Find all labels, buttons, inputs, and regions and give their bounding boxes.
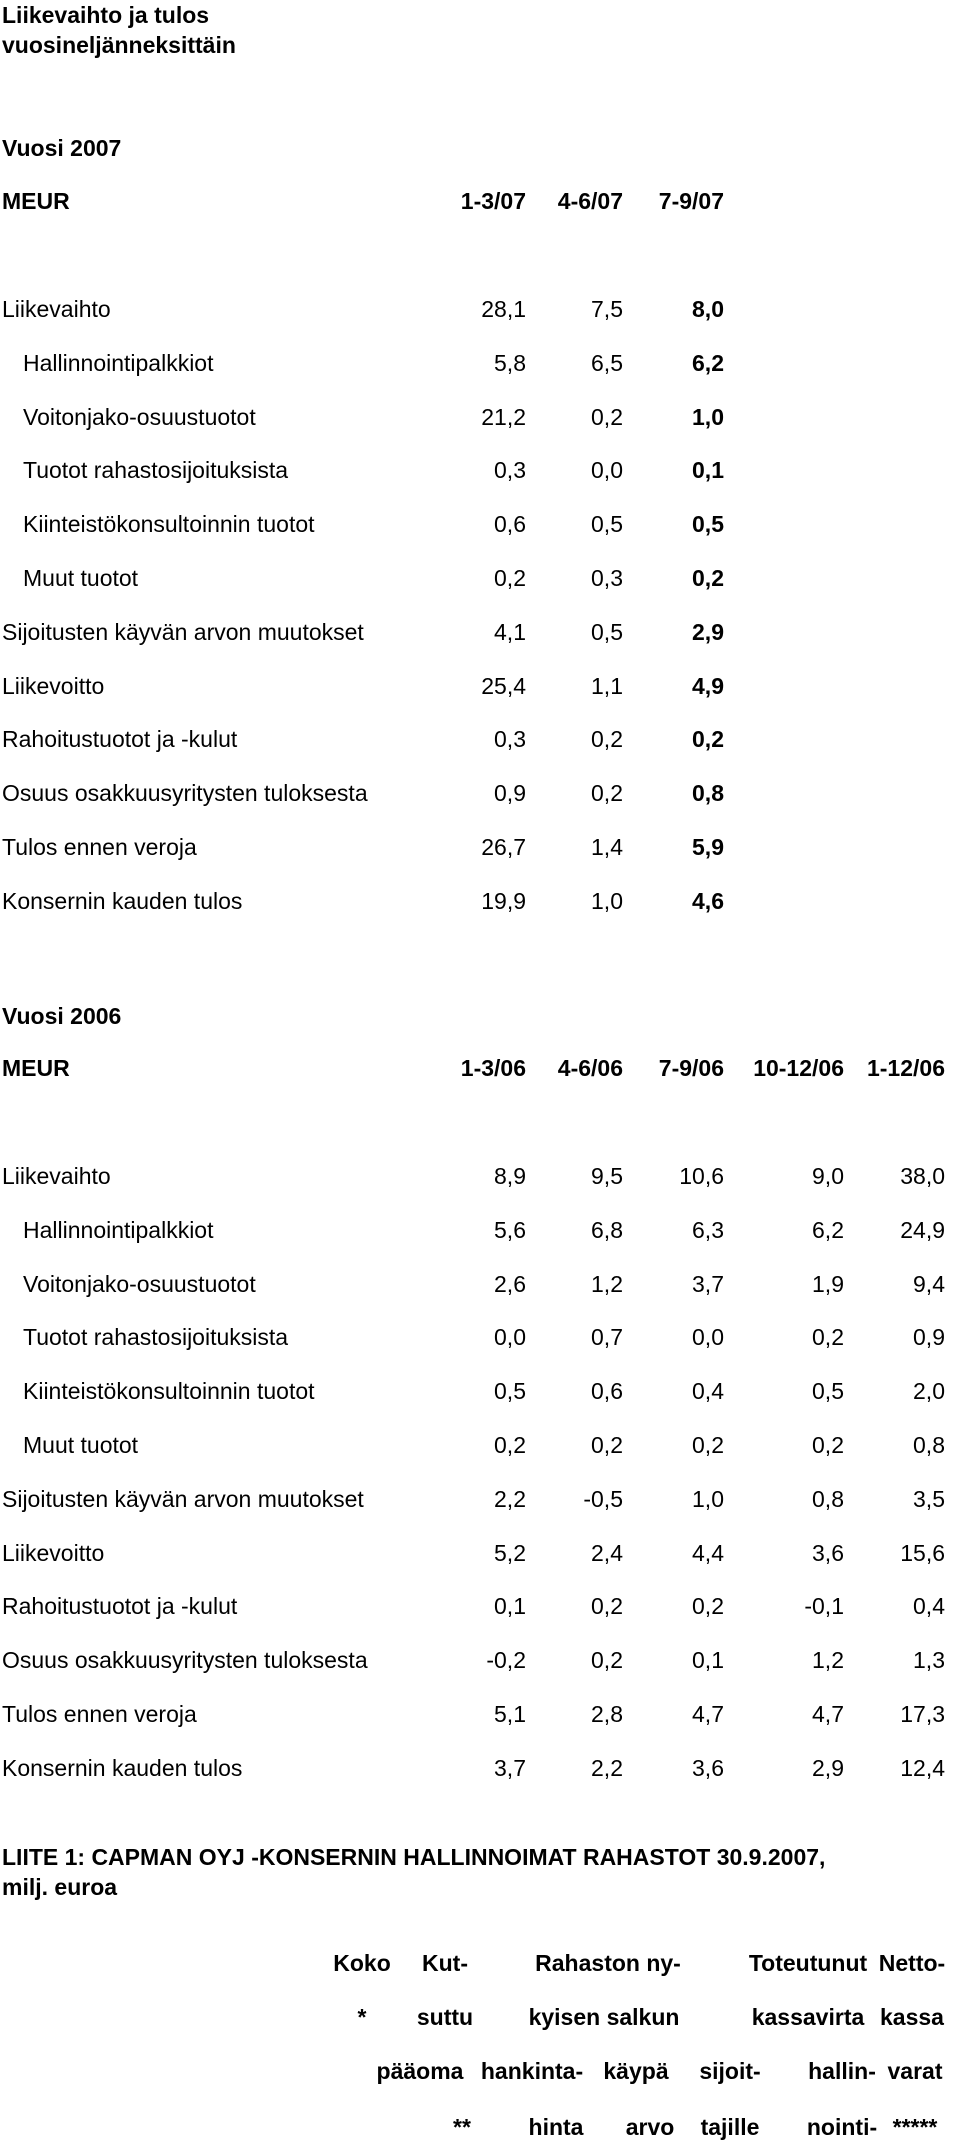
appendix-header-cell: sijoit- xyxy=(699,2058,761,2084)
cell-value: 1,0 xyxy=(692,403,724,430)
row-label: Liikevoitto xyxy=(2,672,105,699)
cell-value: 0,1 xyxy=(692,1647,724,1674)
cell-value: 26,7 xyxy=(481,834,526,860)
cell-value: 1,2 xyxy=(591,1270,623,1297)
appendix-header-row xyxy=(0,2114,960,2144)
cell-value: 0,5 xyxy=(591,618,623,645)
table-header-row xyxy=(0,1055,960,1085)
cell-value: 0,1 xyxy=(494,1593,526,1620)
table-header-row xyxy=(0,188,960,218)
appendix-header-cell: * xyxy=(357,2004,367,2030)
table-row xyxy=(0,1271,960,1301)
appendix-header-cell: Netto- xyxy=(878,1950,946,1976)
cell-value: 0,8 xyxy=(913,1432,945,1458)
appendix-header-cell: nointi- xyxy=(806,2114,878,2140)
appendix-header-cell: suttu xyxy=(416,2004,474,2030)
cell-value: 2,9 xyxy=(812,1754,844,1781)
appendix-header-cell: Koko xyxy=(333,1950,391,1976)
cell-value: 24,9 xyxy=(900,1216,945,1243)
cell-value: 1,2 xyxy=(812,1647,844,1674)
cell-value: 0,6 xyxy=(591,1378,623,1405)
cell-value: 4,9 xyxy=(692,672,724,699)
row-label: Voitonjako-osuustuotot xyxy=(23,403,256,430)
period-header: 1-3/07 xyxy=(460,188,526,214)
cell-value: 4,4 xyxy=(692,1539,724,1566)
cell-value: 9,4 xyxy=(913,1270,945,1297)
appendix-header-cell: hinta xyxy=(528,2114,584,2140)
title-line-1: Liikevaihto ja tulos xyxy=(2,2,210,28)
period-header: 4-6/06 xyxy=(557,1055,623,1081)
cell-value: 0,5 xyxy=(812,1378,844,1405)
appendix-header-cell: varat xyxy=(887,2058,943,2084)
cell-value: 3,7 xyxy=(494,1754,526,1781)
cell-value: 0,2 xyxy=(494,565,526,591)
cell-value: 5,9 xyxy=(692,834,724,860)
cell-value: 3,7 xyxy=(692,1270,724,1297)
cell-value: 6,2 xyxy=(692,349,724,376)
appendix-header-cell: Toteutunut xyxy=(748,1950,868,1976)
row-label: Konsernin kauden tulos xyxy=(2,1754,243,1781)
section-heading-2007: Vuosi 2007 xyxy=(2,135,122,161)
cell-value: 10,6 xyxy=(679,1163,724,1189)
cell-value: 7,5 xyxy=(591,296,623,322)
cell-value: 0,9 xyxy=(494,780,526,807)
cell-value: 0,2 xyxy=(692,565,724,591)
cell-value: 0,4 xyxy=(692,1378,724,1405)
row-label: Kiinteistökonsultoinnin tuotot xyxy=(23,511,315,538)
table-row xyxy=(0,1701,960,1731)
cell-value: 6,8 xyxy=(591,1216,623,1243)
row-label: Voitonjako-osuustuotot xyxy=(23,1270,256,1297)
row-label: Tuotot rahastosijoituksista xyxy=(23,1324,289,1351)
cell-value: 28,1 xyxy=(481,296,526,322)
cell-value: 5,8 xyxy=(494,349,526,376)
cell-value: 5,6 xyxy=(494,1216,526,1243)
cell-value: 4,7 xyxy=(812,1701,844,1727)
table-row xyxy=(0,511,960,541)
cell-value: 0,2 xyxy=(692,1432,724,1458)
section-heading-2006: Vuosi 2006 xyxy=(2,1003,122,1029)
cell-value: 0,6 xyxy=(494,511,526,538)
cell-value: 0,2 xyxy=(591,1593,623,1620)
table-row xyxy=(0,1432,960,1462)
cell-value: 38,0 xyxy=(900,1163,945,1189)
cell-value: 0,2 xyxy=(494,1432,526,1458)
table-row xyxy=(0,726,960,756)
row-label: Liikevaihto xyxy=(2,296,111,322)
cell-value: -0,1 xyxy=(804,1593,844,1620)
cell-value: 0,8 xyxy=(812,1485,844,1512)
cell-value: 6,5 xyxy=(591,349,623,376)
table-row xyxy=(0,888,960,918)
period-header: 10-12/06 xyxy=(753,1055,844,1081)
cell-value: 0,2 xyxy=(812,1432,844,1458)
appendix-title-line-1: LIITE 1: CAPMAN OYJ -KONSERNIN HALLINNOIMAT RAHASTOT 30.9.2007, xyxy=(2,1844,826,1870)
cell-value: 0,0 xyxy=(591,457,623,484)
page-title xyxy=(2,0,236,60)
cell-value: 12,4 xyxy=(900,1754,945,1781)
cell-value: 1,3 xyxy=(913,1647,945,1674)
cell-value: 2,2 xyxy=(591,1754,623,1781)
cell-value: 0,1 xyxy=(692,457,724,484)
row-label: Sijoitusten käyvän arvon muutokset xyxy=(2,618,364,645)
cell-value: 25,4 xyxy=(481,672,526,699)
row-label: Muut tuotot xyxy=(23,1432,139,1458)
table-row xyxy=(0,619,960,649)
appendix-header-cell: hankinta- xyxy=(480,2058,584,2084)
title-line-2: vuosineljänneksittäin xyxy=(2,32,236,58)
row-label: Rahoitustuotot ja -kulut xyxy=(2,1593,238,1620)
row-label: Rahoitustuotot ja -kulut xyxy=(2,726,238,753)
cell-value: 2,6 xyxy=(494,1270,526,1297)
appendix-header-cell: Rahaston ny- xyxy=(535,1950,681,1976)
cell-value: 3,5 xyxy=(913,1485,945,1512)
cell-value: 6,2 xyxy=(812,1216,844,1243)
appendix-header-cell: kassa xyxy=(880,2004,944,2030)
cell-value: 3,6 xyxy=(692,1754,724,1781)
appendix-title xyxy=(2,1842,825,1902)
row-label: Kiinteistökonsultoinnin tuotot xyxy=(23,1378,315,1405)
table-row xyxy=(0,1378,960,1408)
cell-value: 15,6 xyxy=(900,1539,945,1566)
table-row xyxy=(0,1486,960,1516)
cell-value: 1,1 xyxy=(591,672,623,699)
cell-value: 0,2 xyxy=(591,403,623,430)
cell-value: -0,2 xyxy=(486,1647,526,1674)
table-row xyxy=(0,296,960,326)
cell-value: 0,0 xyxy=(692,1324,724,1351)
appendix-header-cell: kyisen salkun xyxy=(528,2004,680,2030)
cell-value: 0,2 xyxy=(692,726,724,753)
period-header: 1-3/06 xyxy=(460,1055,526,1081)
cell-value: 1,9 xyxy=(812,1270,844,1297)
period-header: 1-12/06 xyxy=(866,1055,945,1081)
cell-value: 1,0 xyxy=(591,887,623,914)
table-row xyxy=(0,1324,960,1354)
cell-value: 5,2 xyxy=(494,1539,526,1566)
cell-value: 4,6 xyxy=(692,887,724,914)
cell-value: 2,4 xyxy=(591,1539,623,1566)
table-row xyxy=(0,565,960,595)
row-label: Konsernin kauden tulos xyxy=(2,887,243,914)
cell-value: 2,8 xyxy=(591,1701,623,1727)
cell-value: 0,2 xyxy=(692,1593,724,1620)
cell-value: 2,2 xyxy=(494,1485,526,1512)
appendix-header-cell: tajille xyxy=(700,2114,760,2140)
appendix-header-cell: käypä xyxy=(603,2058,669,2084)
row-label: Tulos ennen veroja xyxy=(2,834,197,860)
cell-value: 0,3 xyxy=(494,457,526,484)
appendix-header-row xyxy=(0,2058,960,2088)
appendix-header-cell: Kut- xyxy=(422,1950,468,1976)
cell-value: 0,0 xyxy=(494,1324,526,1351)
cell-value: 9,0 xyxy=(812,1163,844,1189)
cell-value: 0,7 xyxy=(591,1324,623,1351)
period-header: 4-6/07 xyxy=(557,188,623,214)
cell-value: -0,5 xyxy=(583,1485,623,1512)
appendix-header-cell: ** xyxy=(453,2114,471,2140)
cell-value: 0,3 xyxy=(591,565,623,591)
row-label: Sijoitusten käyvän arvon muutokset xyxy=(2,1485,364,1512)
cell-value: 2,0 xyxy=(913,1378,945,1405)
appendix-header-cell: ***** xyxy=(892,2114,938,2140)
cell-value: 17,3 xyxy=(900,1701,945,1727)
cell-value: 8,0 xyxy=(692,296,724,322)
cell-value: 0,2 xyxy=(812,1324,844,1351)
cell-value: 0,2 xyxy=(591,780,623,807)
row-label: Muut tuotot xyxy=(23,565,139,591)
cell-value: 3,6 xyxy=(812,1539,844,1566)
row-label: Osuus osakkuusyritysten tuloksesta xyxy=(2,1647,368,1674)
unit-label: MEUR xyxy=(2,1055,70,1081)
row-label: Tuotot rahastosijoituksista xyxy=(23,457,289,484)
cell-value: 0,5 xyxy=(692,511,724,538)
cell-value: 0,2 xyxy=(591,1432,623,1458)
row-label: Tulos ennen veroja xyxy=(2,1701,197,1727)
table-row xyxy=(0,350,960,380)
cell-value: 4,1 xyxy=(494,618,526,645)
appendix-header-cell: hallin- xyxy=(808,2058,876,2084)
cell-value: 0,9 xyxy=(913,1324,945,1351)
cell-value: 1,0 xyxy=(692,1485,724,1512)
appendix-header-cell: arvo xyxy=(625,2114,675,2140)
table-row xyxy=(0,1593,960,1623)
table-row xyxy=(0,673,960,703)
cell-value: 4,7 xyxy=(692,1701,724,1727)
row-label: Osuus osakkuusyritysten tuloksesta xyxy=(2,780,368,807)
cell-value: 0,2 xyxy=(591,726,623,753)
table-row xyxy=(0,404,960,434)
cell-value: 2,9 xyxy=(692,618,724,645)
period-header: 7-9/06 xyxy=(658,1055,724,1081)
table-row xyxy=(0,780,960,810)
appendix-header-cell: pääoma xyxy=(376,2058,464,2084)
table-row xyxy=(0,1540,960,1570)
period-header: 7-9/07 xyxy=(658,188,724,214)
appendix-header-row xyxy=(0,2004,960,2034)
row-label: Hallinnointipalkkiot xyxy=(23,349,214,376)
table-row xyxy=(0,457,960,487)
cell-value: 1,4 xyxy=(591,834,623,860)
cell-value: 19,9 xyxy=(481,887,526,914)
table-row xyxy=(0,1755,960,1785)
table-row xyxy=(0,834,960,864)
cell-value: 0,2 xyxy=(591,1647,623,1674)
cell-value: 6,3 xyxy=(692,1216,724,1243)
table-row xyxy=(0,1647,960,1677)
cell-value: 0,4 xyxy=(913,1593,945,1620)
table-row xyxy=(0,1163,960,1193)
cell-value: 21,2 xyxy=(481,403,526,430)
unit-label: MEUR xyxy=(2,188,70,214)
cell-value: 0,5 xyxy=(591,511,623,538)
cell-value: 0,3 xyxy=(494,726,526,753)
cell-value: 8,9 xyxy=(494,1163,526,1189)
cell-value: 0,5 xyxy=(494,1378,526,1405)
appendix-title-line-2: milj. euroa xyxy=(2,1874,118,1900)
cell-value: 9,5 xyxy=(591,1163,623,1189)
cell-value: 5,1 xyxy=(494,1701,526,1727)
appendix-header-cell: kassavirta xyxy=(751,2004,865,2030)
appendix-header-row xyxy=(0,1950,960,1980)
cell-value: 0,8 xyxy=(692,780,724,807)
row-label: Liikevaihto xyxy=(2,1163,111,1189)
table-row xyxy=(0,1217,960,1247)
row-label: Liikevoitto xyxy=(2,1539,105,1566)
row-label: Hallinnointipalkkiot xyxy=(23,1216,214,1243)
